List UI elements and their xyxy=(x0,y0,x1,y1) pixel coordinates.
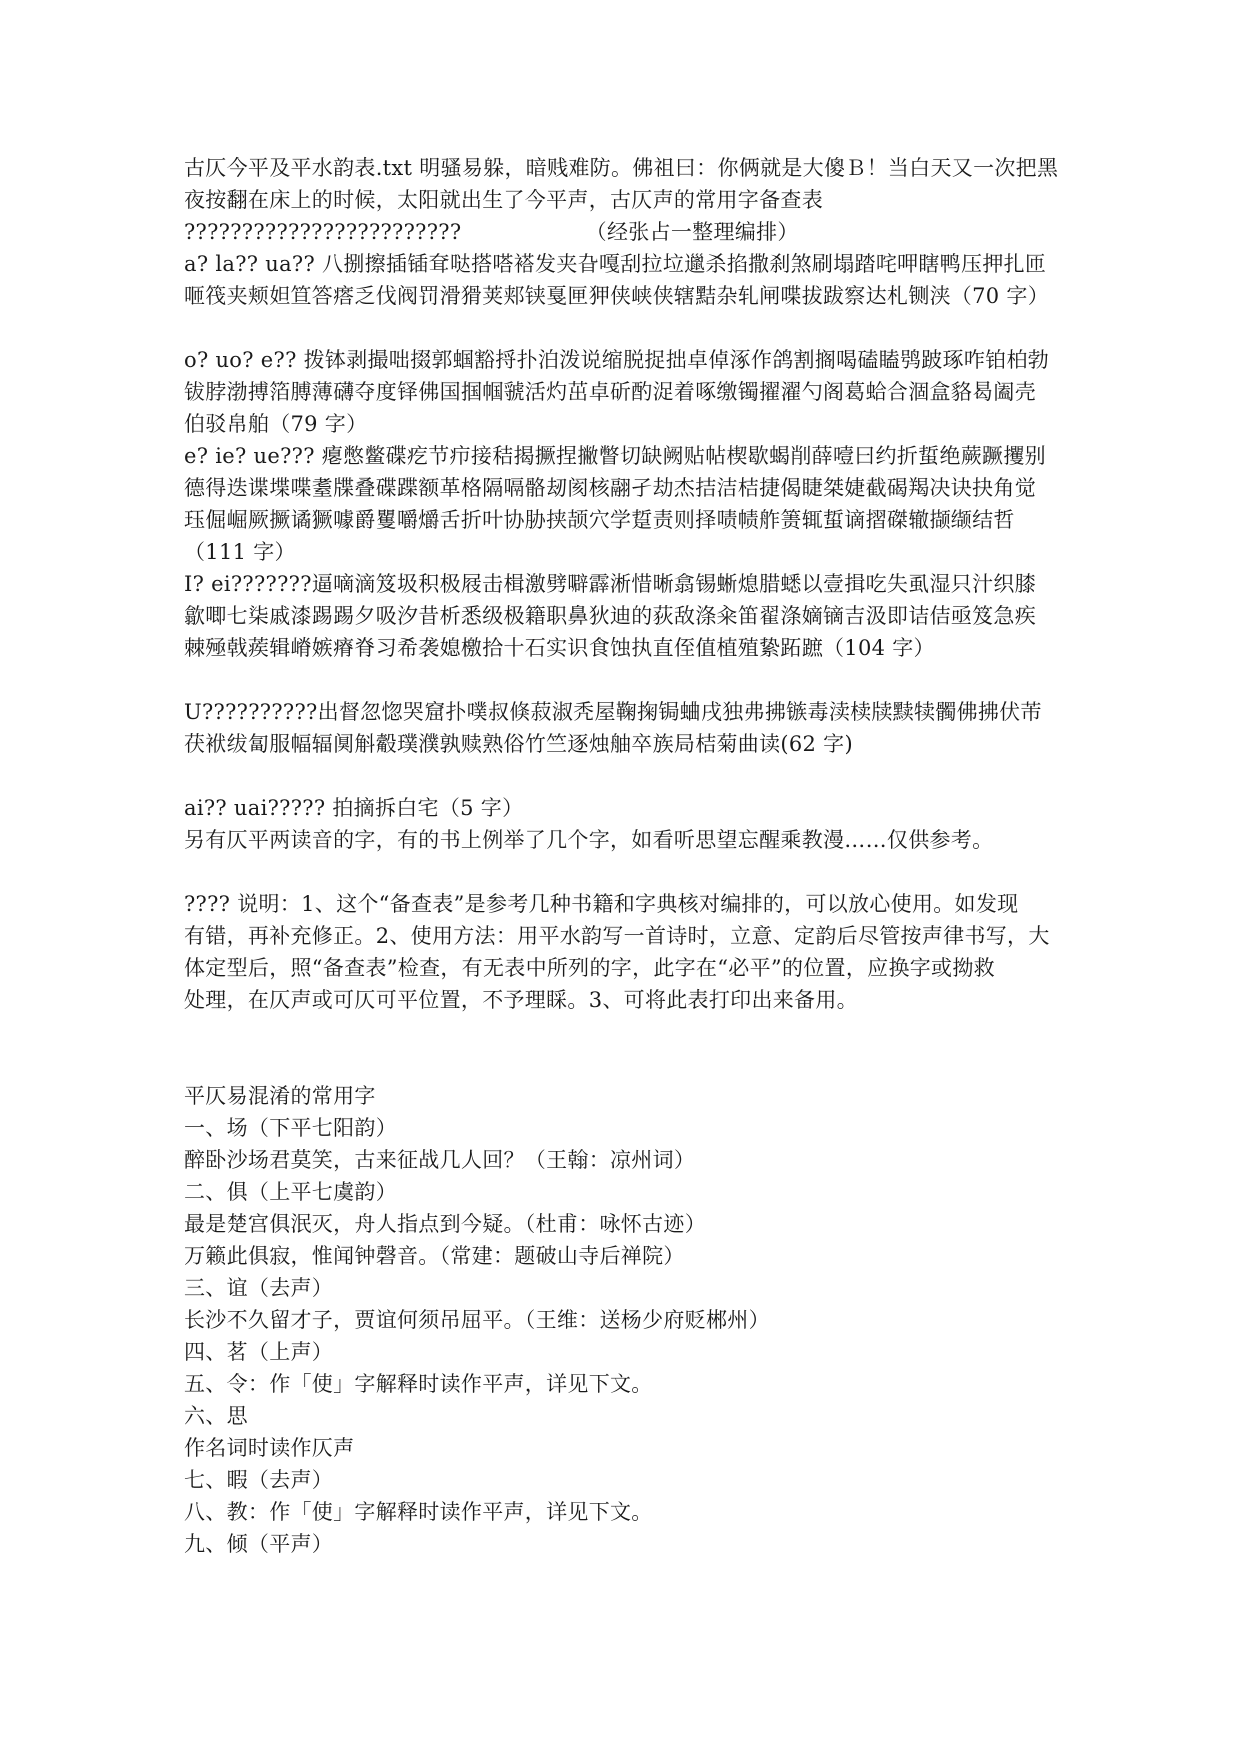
text-line: 四、茗（上声） xyxy=(184,1340,334,1364)
text-line: 咂筏夹颊妲笪答瘩乏伐阀罚滑猾荚郏铗戛匣狎侠峡侠辖黠杂轧闸喋拔跋察达札铡浃（70 字） xyxy=(184,284,1049,308)
text-line: 一、场（下平七阳韵） xyxy=(184,1116,397,1140)
text-line: 棘殛戟蒺辑嵴嫉瘠脊习希袭媳檄拾十石实识食蚀执直侄值植殖絷跖蹠（104 字） xyxy=(184,636,935,660)
text-line: ai?? uai????? 拍摘拆白宅（5 字） xyxy=(184,796,524,820)
section-heading: 平仄易混淆的常用字 xyxy=(184,1084,376,1108)
text-line: I? ei???????逼嘀滴笈圾积极屐击楫激劈噼霹淅惜晰翕锡蜥熄腊蟋以壹揖吃失虱湿只汁织膝 xyxy=(184,572,1036,596)
text-line: o? uo? e?? 拨钵剥撮咄掇郭蝈豁捋扑泊泼说缩脱捉拙卓倬涿作鸽割搁喝磕瞌鸮跛琢咋铂柏勃 xyxy=(184,348,1050,372)
blank-line xyxy=(184,760,1091,792)
text-line: 处理，在仄声或可仄可平位置，不予理睬。3、可将此表打印出来备用。 xyxy=(184,988,858,1012)
text-line: 珏倔崛厥撅谲獗噱爵矍嚼爝舌折叶协胁挟颉穴学踅责则择啧帻舴箦辄蜇谪摺磔辙撷缬结哲 xyxy=(184,508,1015,532)
text-line: 另有仄平两读音的字，有的书上例举了几个字，如看听思望忘醒乘教漫……仅供参考。 xyxy=(184,828,994,852)
text-line: 六、思 xyxy=(184,1404,248,1428)
text-line: 八、教：作「使」字解释时读作平声，详见下文。 xyxy=(184,1500,653,1524)
text-line: 歙唧七柒戚漆踢踢夕吸汐昔析悉级极籍职鼻狄迪的荻敌涤籴笛翟涤嫡镝吉汲即诘佶亟笈急疾 xyxy=(184,604,1036,628)
text-line: 长沙不久留才子，贾谊何须吊屈平。（王维：送杨少府贬郴州） xyxy=(184,1308,770,1332)
text-line: 醉卧沙场君莫笑，古来征战几人回？（王翰：凉州词） xyxy=(184,1148,696,1172)
text-line: 有错，再补充修正。2、使用方法：用平水韵写一首诗时，立意、定韵后尽管按声律书写，大 xyxy=(184,924,1050,948)
text-line: 九、倾（平声） xyxy=(184,1532,334,1556)
blank-line xyxy=(184,1048,1091,1080)
text-line: ???? 说明：1、这个“备查表”是参考几种书籍和字典核对编排的，可以放心使用。如发现 xyxy=(184,892,1019,916)
text-line: 茯袱绂匐服幅辐阒斛觳璞濮孰赎熟俗竹竺逐烛舳卒族局桔菊曲读(62 字) xyxy=(184,732,853,756)
text-line: 钹脖渤搏箔膊薄礴夺度铎佛国掴帼虢活灼茁卓斫酌浞着啄缴镯擢濯勺阁葛蛤合涸盒貉曷阖壳 xyxy=(184,380,1036,404)
text-line: 古仄今平及平水韵表.txt 明骚易躲，暗贱难防。佛祖曰：你俩就是大傻Ｂ！当白天又一次把黑 xyxy=(184,156,1059,180)
blank-line xyxy=(184,1016,1091,1048)
text-line: 德得迭谍堞喋耋牒叠碟蹀额革格隔嗝骼刼阂核翮孑劫杰拮洁桔捷偈睫桀婕截碣羯决诀抉角觉 xyxy=(184,476,1036,500)
blank-line xyxy=(184,664,1091,696)
text-line: 夜按翻在床上的时候，太阳就出生了今平声，古仄声的常用字备查表 xyxy=(184,188,823,212)
text-line: 二、俱（上平七虞韵） xyxy=(184,1180,397,1204)
text-line: U??????????出督忽惚哭窟扑噗叔倏菽淑秃屋鞠掬锔蛐戌独弗拂镞毒渎椟牍黩犊髑佛拂伏芾 xyxy=(184,700,1042,724)
text-line: 五、令：作「使」字解释时读作平声，详见下文。 xyxy=(184,1372,653,1396)
text-line: 作名词时读作仄声 xyxy=(184,1436,355,1460)
text-line: 七、暇（去声） xyxy=(184,1468,334,1492)
text-line: ???????????????????????? （经张占一整理编排） xyxy=(184,220,799,244)
text-line: （111 字） xyxy=(184,540,296,564)
text-line: e? ie? ue??? 瘪憋鳖碟疙节疖接秸揭撅捏撇瞥切缺阙贴帖楔歇蝎削薛噎曰约折蜇绝蕨蹶攫别 xyxy=(184,444,1046,468)
text-line: 体定型后，照“备查表”检查，有无表中所列的字，此字在“必平”的位置，应换字或拗救 xyxy=(184,956,995,980)
text-line: 伯驳帛舶（79 字） xyxy=(184,412,368,436)
blank-line xyxy=(184,312,1091,344)
text-line: 三、谊（去声） xyxy=(184,1276,334,1300)
blank-line xyxy=(184,856,1091,888)
text-line: a? la?? ua?? 八捌擦插锸耷哒搭嗒褡发夹旮嘎刮拉垃邋杀掐撒刹煞刷塌踏咤呷瞎鸭压押扎匝 xyxy=(184,252,1047,276)
text-line: 万籁此俱寂，惟闻钟磬音。（常建：题破山寺后禅院） xyxy=(184,1244,685,1268)
text-line: 最是楚宫俱泯灭，舟人指点到今疑。（杜甫：咏怀古迹） xyxy=(184,1212,706,1236)
